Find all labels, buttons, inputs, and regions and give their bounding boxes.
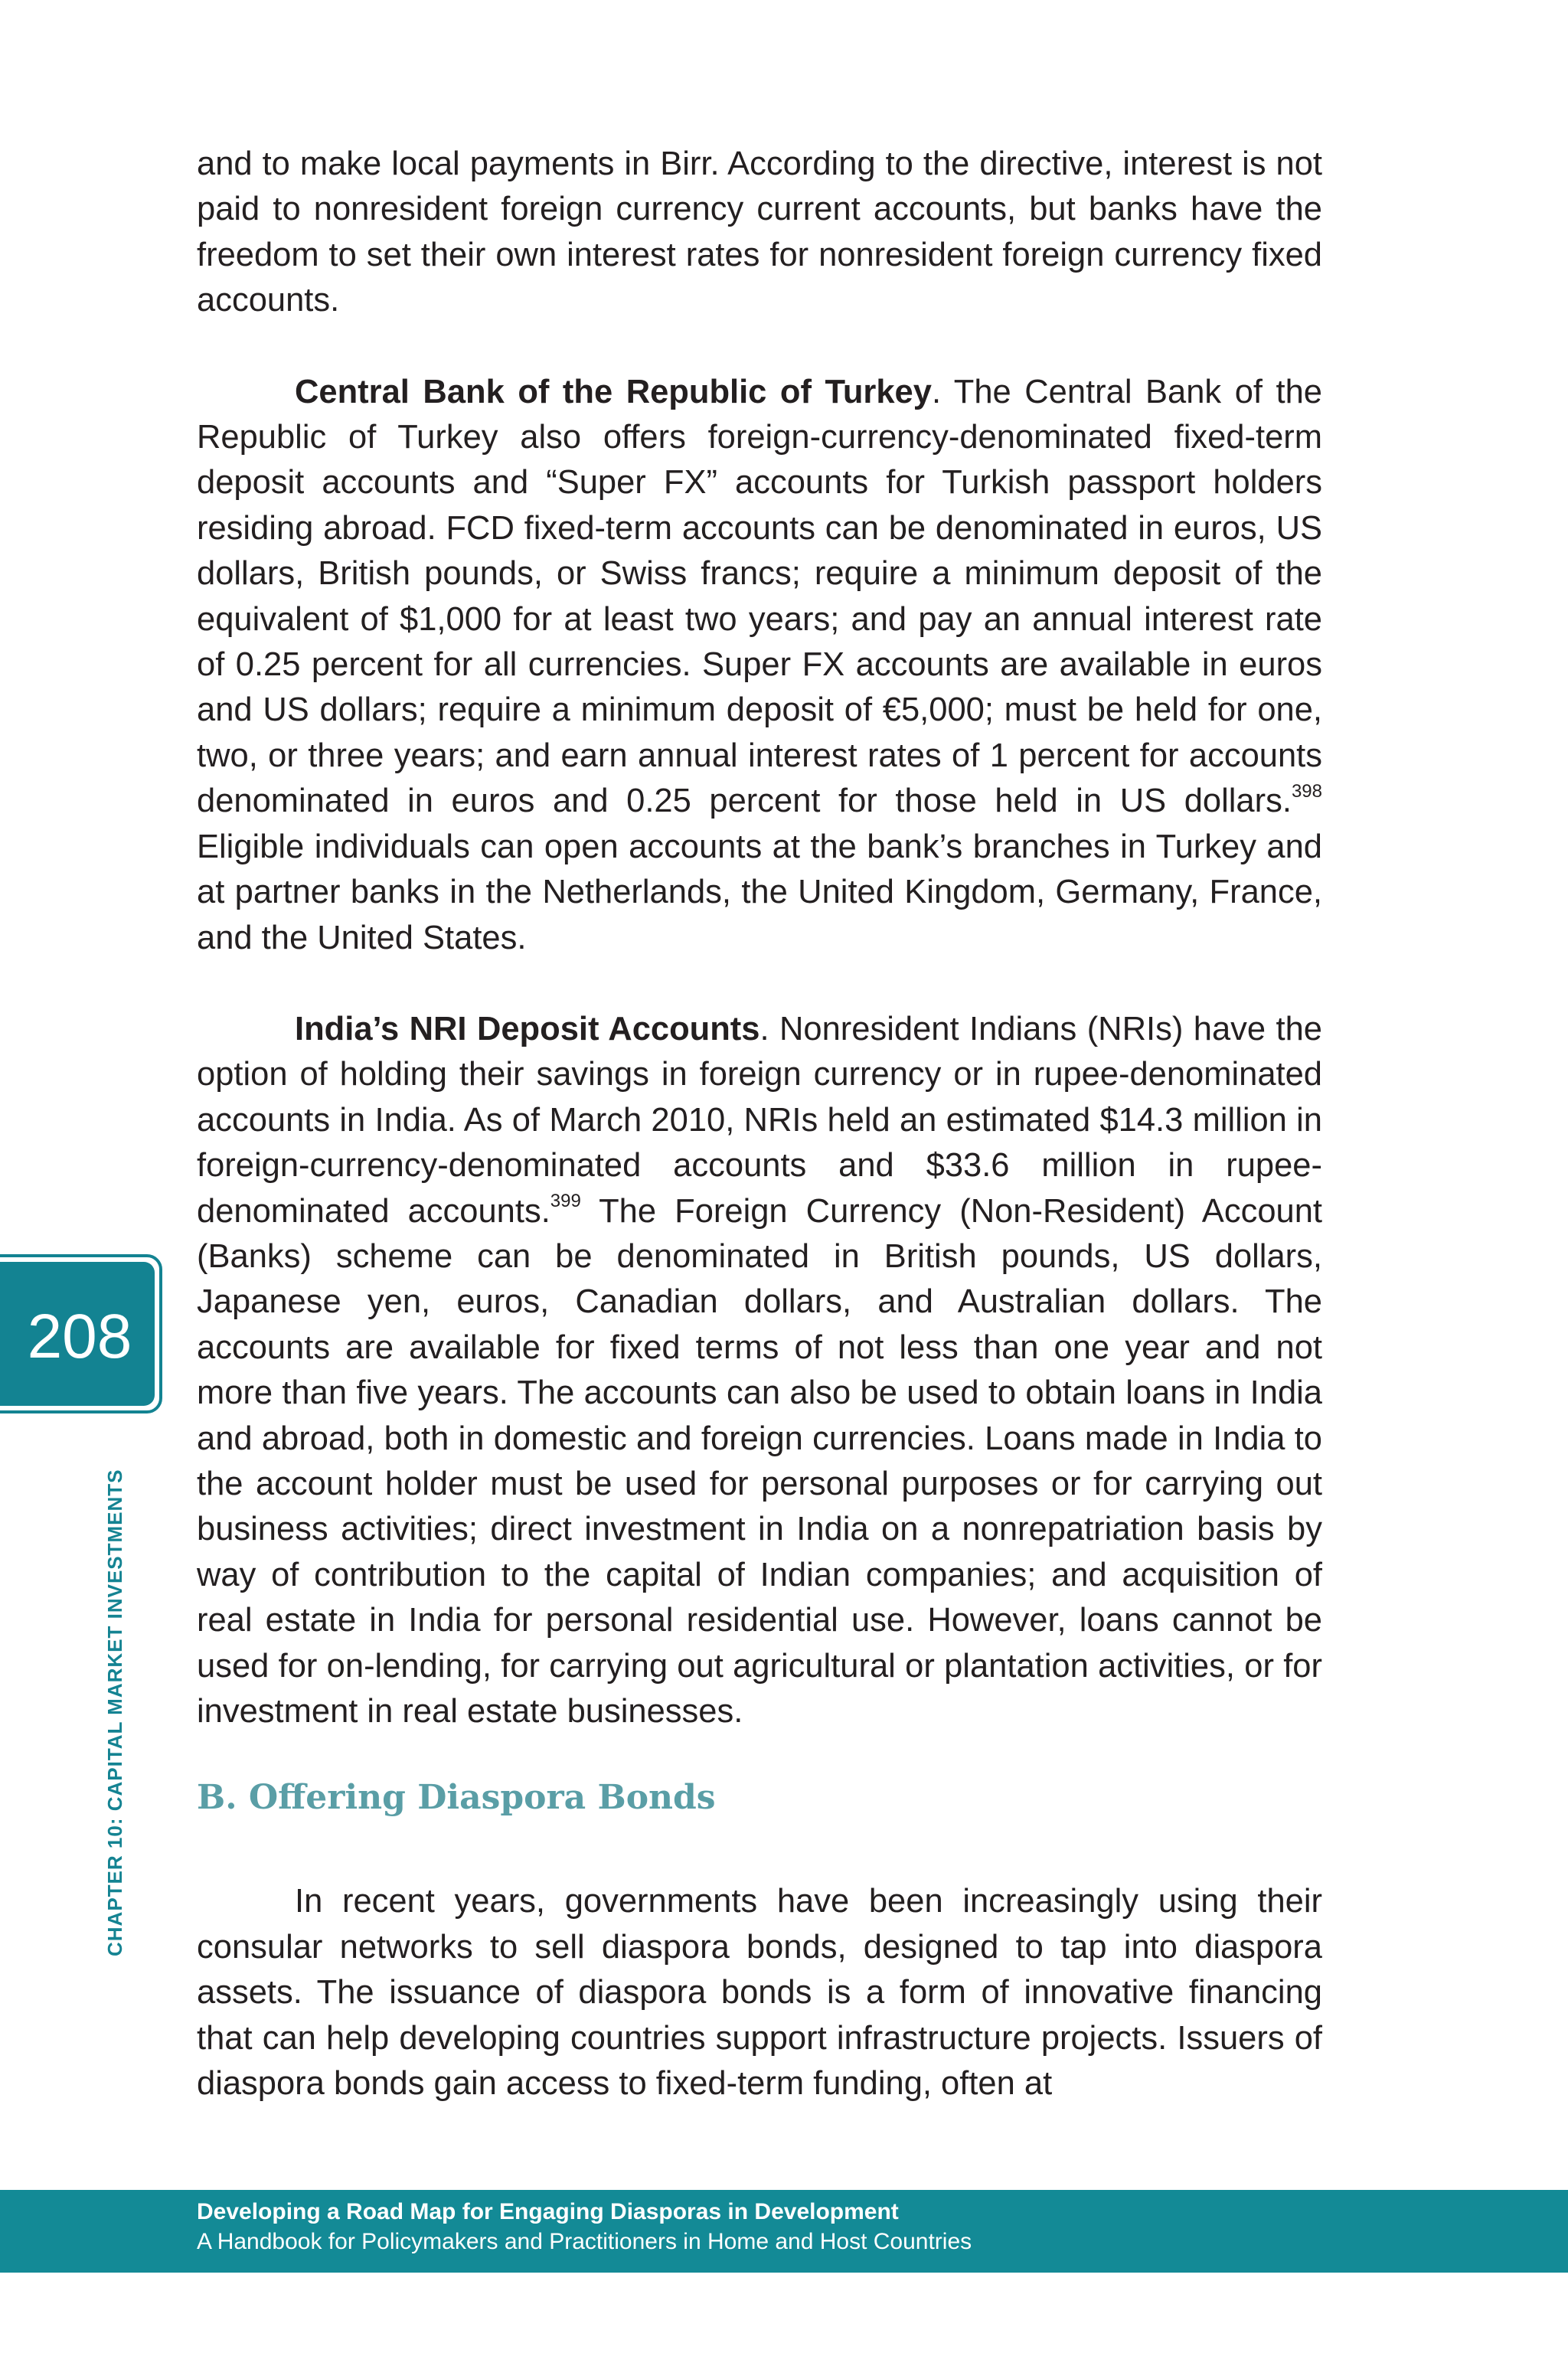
- paragraph-turkey-text: . The Central Bank of the Republic of Turkey also offers foreign-currency-denominated fixed-term deposit accounts and “Super FX” accounts for Turkish passport holders residing abroad. FCD fixed-term accounts can be denominated in euros, US dollars, British pounds, or Swiss francs; require a minimum deposit of the equivalent of $1,000 for at least two years; and pay an annual interest rate of 0.25 percent for all currencies. Super FX accounts are available in euros and US dollars; require a minimum deposit of €5,000; must be held for one, two, or three years; and earn annual interest rates of 1 percent for accounts denominated in euros and 0.25 percent for those held in US dollars.: [197, 373, 1323, 820]
- paragraph-india-heading: India’s NRI Deposit Accounts: [295, 1010, 760, 1047]
- chapter-label: CHAPTER 10: CAPITAL MARKET INVESTMENTS: [103, 1469, 126, 1956]
- paragraph-1: and to make local payments in Birr. According to the directive, interest is not paid to nonresident foreign currency current accounts, but banks have the freedom to set their own interest rates for nonresident foreign currency fixed accounts.: [197, 145, 1322, 319]
- footer-title: Developing a Road Map for Engaging Diasporas in Development: [197, 2199, 899, 2224]
- paragraph-india-text-cont: The Foreign Currency (Non-Resident) Account (Banks) scheme can be denominated in British pounds, US dollars, Japanese yen, euros, Canadian dollars, and Australian dollars. The accounts are available for fixed terms of not less than one year and not more than five years. The accounts can also be used to obtain loans in India and abroad, both in domestic and foreign currencies. Loans made in India to the account holder must be used for personal purposes or for carrying out business activities; direct investment in India on a nonrepatriation basis by way of contribution to the capital of Indian companies; and acquisition of real estate in India for personal residential use. However, loans cannot be used for on-lending, for carrying out agricultural or plantation activities, or for investment in real estate businesses.: [197, 1192, 1322, 1730]
- paragraph-india-text: . Nonresident Indians (NRIs) have the option of holding their savings in foreign currency or in rupee-denominated accounts in India. As of March 2010, NRIs held an estimated $14.3 million in foreign-currency-denominated accounts and $33.6 million in rupee-denominated accounts.: [197, 1010, 1322, 1230]
- paragraph-india: [197, 1007, 1322, 1735]
- page-number-tab: [0, 1254, 162, 1413]
- footnote-ref-399: 399: [550, 1191, 581, 1212]
- body-text: [197, 142, 1322, 2106]
- footnote-ref-398: 398: [1291, 780, 1322, 802]
- page-number: 208: [27, 1302, 132, 1371]
- footer-subtitle: A Handbook for Policymakers and Practitioners in Home and Host Countries: [197, 2229, 972, 2254]
- paragraph-turkey-text-cont: Eligible individuals can open accounts at the bank’s branches in Turkey and at partner banks in the Netherlands, the United Kingdom, Germany, France, and the United States.: [197, 828, 1322, 956]
- paragraph-diaspora-bonds: In recent years, governments have been increasingly using their consular networks to sell diaspora bonds, designed to tap into diaspora assets. The issuance of diaspora bonds is a form of innovative financing that can help developing countries support infrastructure projects. Issuers of diaspora bonds gain access to fixed-term funding, often at: [197, 1883, 1322, 2103]
- paragraph-turkey-heading: Central Bank of the Republic of Turkey: [295, 373, 932, 410]
- footer: [0, 2190, 1568, 2273]
- section-heading: B. Offering Diaspora Bonds: [197, 1778, 716, 1818]
- paragraph-turkey: [197, 370, 1322, 961]
